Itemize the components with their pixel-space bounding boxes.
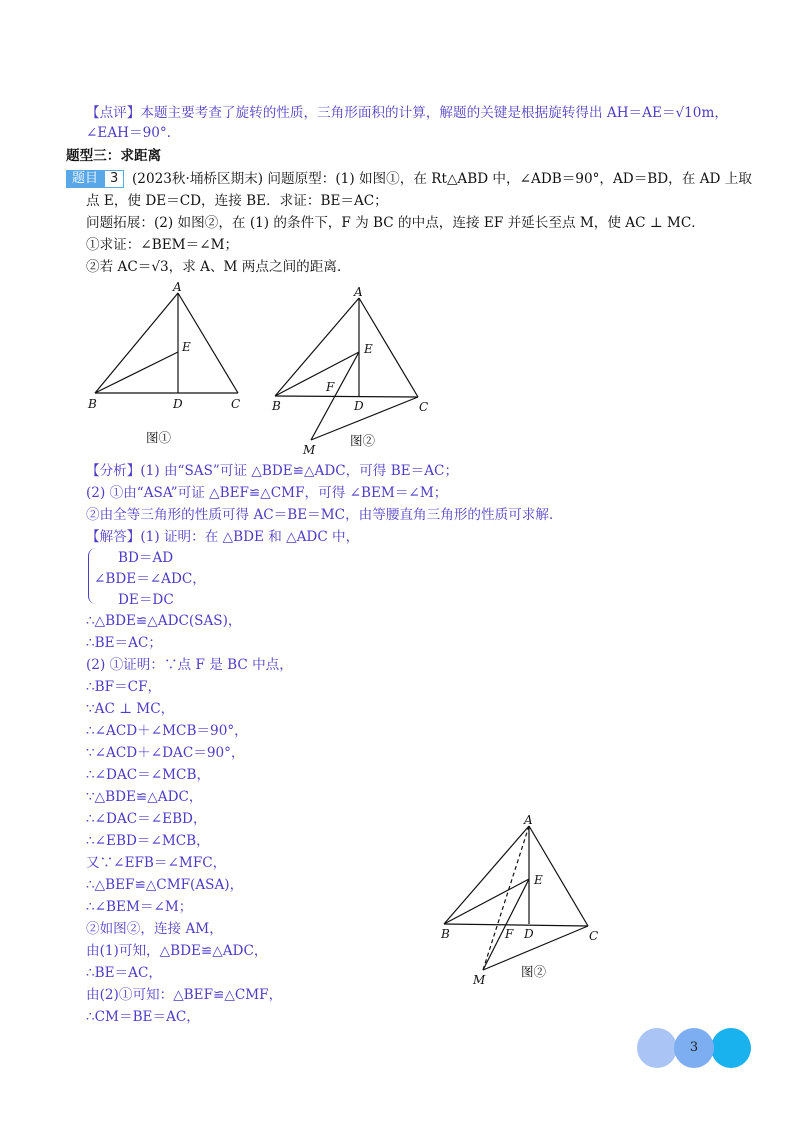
problem-line-4: ①求证：∠BEM＝∠M； bbox=[86, 237, 239, 253]
analysis-line-2: (2) ①由“ASA”可证 △BEF≌△CMF，可得 ∠BEM＝∠M； bbox=[86, 485, 448, 501]
solution-line-22: 由(2)①可知：△BEF≌△CMF， bbox=[86, 987, 283, 1003]
fig1-label-b: B bbox=[88, 397, 97, 411]
solution-system-3: DE＝DC bbox=[118, 592, 174, 608]
fig3-label-b: B bbox=[441, 927, 450, 941]
fig1-label-c: C bbox=[231, 397, 241, 411]
solution-line-12: ∴∠DAC＝∠MCB， bbox=[86, 767, 211, 783]
fig1-caption: 图① bbox=[146, 430, 172, 445]
problem-badge-label: 题目 bbox=[66, 170, 104, 188]
problem-line-3: 问题拓展：(2) 如图②，在 (1) 的条件下，F 为 BC 的中点，连接 EF 并延长至点 M，使 AC ⊥ MC． bbox=[86, 215, 705, 231]
fig3-label-d: D bbox=[524, 927, 534, 941]
page-number: 3 bbox=[689, 1040, 699, 1055]
solution-line-7: (2) ①证明：∵点 F 是 BC 中点， bbox=[86, 657, 293, 673]
solution-line-6: ∴BE＝AC； bbox=[86, 635, 162, 651]
solution-line-16: 又∵∠EFB＝∠MFC， bbox=[86, 855, 227, 871]
solution-line-9: ∵AC ⊥ MC， bbox=[86, 701, 175, 717]
problem-line-1: (2023秋·埇桥区期末) 问题原型：(1) 如图①，在 Rt△ABD 中，∠ADB＝90°，AD＝BD，在 AD 上取 bbox=[132, 171, 752, 187]
fig1-label-d: D bbox=[173, 397, 183, 411]
fig2-label-m: M bbox=[303, 443, 316, 457]
solution-line-15: ∴∠EBD＝∠MCB， bbox=[86, 833, 210, 849]
solution-line-8: ∴BF＝CF， bbox=[86, 679, 162, 695]
solution-system-2: ∠BDE＝∠ADC， bbox=[94, 571, 206, 587]
fig3-label-e: E bbox=[534, 873, 543, 887]
solution-line-17: ∴△BEF≌△CMF(ASA)， bbox=[86, 877, 244, 893]
solution-line-14: ∴∠DAC＝∠EBD， bbox=[86, 811, 207, 827]
fig2-label-d: D bbox=[354, 399, 364, 413]
page-circle-right bbox=[711, 1028, 751, 1068]
fig3-label-a: A bbox=[524, 813, 533, 827]
fig2-label-e: E bbox=[364, 342, 373, 356]
fig1-line-ab bbox=[95, 293, 178, 393]
solution-line-11: ∵∠ACD＋∠DAC＝90°， bbox=[86, 745, 245, 761]
fig1-label-a: A bbox=[173, 280, 182, 294]
fig2-line-ab bbox=[275, 298, 359, 396]
solution-line-18: ∴∠BEM＝∠M； bbox=[86, 899, 193, 915]
solution-line-1: 【解答】(1) 证明：在 △BDE 和 △ADC 中， bbox=[86, 529, 360, 545]
fig3-line-ab bbox=[444, 826, 529, 924]
solution-line-5: ∴△BDE≌△ADC(SAS)， bbox=[86, 613, 242, 629]
problem-line-5: ②若 AC＝√3，求 A、M 两点之间的距离． bbox=[86, 259, 351, 275]
fig3-line-bc bbox=[444, 924, 588, 926]
fig3-label-m: M bbox=[473, 973, 486, 987]
comment-line-1: 【点评】本题主要考查了旋转的性质，三角形面积的计算，解题的关键是根据旋转得出 AH＝AE＝√10m， bbox=[86, 105, 728, 121]
problem-line-2: 点 E，使 DE＝CD，连接 BE．求证：BE＝AC； bbox=[86, 193, 388, 209]
solution-line-13: ∵△BDE≌△ADC， bbox=[86, 789, 203, 805]
page-circle-left bbox=[637, 1028, 677, 1068]
fig2-label-c: C bbox=[419, 400, 429, 414]
section-title: 题型三：求距离 bbox=[66, 148, 162, 164]
solution-line-20: 由(1)可知，△BDE≌△ADC， bbox=[86, 943, 268, 959]
fig2-label-b: B bbox=[272, 399, 281, 413]
fig2-label-f: F bbox=[326, 380, 335, 394]
fig2-line-bc bbox=[275, 396, 418, 397]
solution-line-10: ∴∠ACD＋∠MCB＝90°， bbox=[86, 723, 248, 739]
solution-line-23: ∴CM＝BE＝AC， bbox=[86, 1009, 200, 1025]
solution-line-21: ∴BE＝AC， bbox=[86, 965, 162, 981]
solution-system-1: BD＝AD bbox=[118, 550, 174, 566]
analysis-line-3: ②由全等三角形的性质可得 AC＝BE＝MC，由等腰直角三角形的性质可求解． bbox=[86, 507, 563, 523]
fig3-line-be bbox=[444, 879, 529, 924]
fig2-label-a: A bbox=[354, 285, 363, 299]
solution-line-19: ②如图②，连接 AM， bbox=[86, 921, 223, 937]
comment-line-2: ∠EAH＝90°. bbox=[86, 125, 171, 141]
fig3-label-c: C bbox=[589, 929, 599, 943]
page-number-badge bbox=[637, 1028, 752, 1068]
fig1-label-e: E bbox=[182, 340, 191, 354]
fig3-line-am-dashed bbox=[483, 826, 529, 970]
fig2-caption: 图② bbox=[350, 433, 376, 448]
fig3-caption: 图② bbox=[521, 964, 547, 979]
analysis-line-1: 【分析】(1) 由“SAS”可证 △BDE≌△ADC，可得 BE＝AC； bbox=[86, 463, 459, 479]
fig3-label-f: F bbox=[505, 927, 514, 941]
problem-badge-number: 3 bbox=[104, 170, 124, 188]
fig1-line-be bbox=[95, 352, 178, 393]
